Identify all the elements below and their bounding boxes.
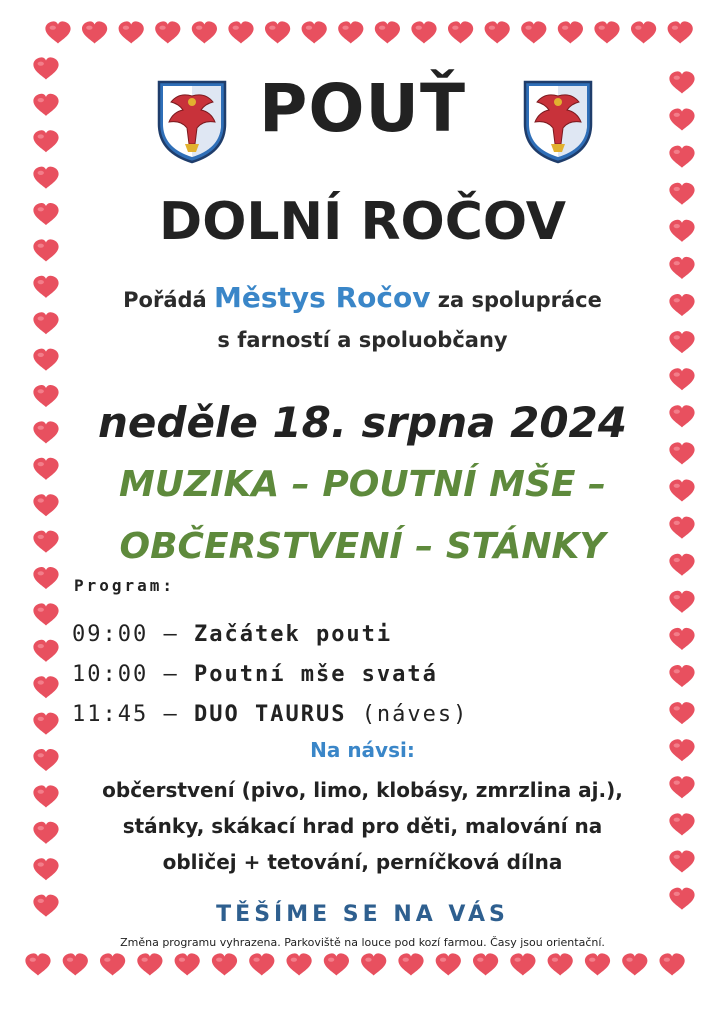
heart-icon [411, 21, 436, 43]
heart-icon [33, 640, 58, 662]
heart-icon [669, 146, 694, 168]
heart-icon [669, 368, 694, 390]
heart-icon [669, 294, 694, 316]
organizer-prefix: Pořádá [123, 288, 207, 312]
heart-icon [45, 21, 70, 43]
heart-icon [521, 21, 546, 43]
heart-icon [398, 953, 423, 975]
program-note: (náves) [361, 702, 469, 727]
program-event: Poutní mše svatá [193, 662, 438, 687]
heart-icon [669, 591, 694, 613]
heart-icon [302, 21, 327, 43]
heart-icon [33, 858, 58, 880]
program-time: 10:00 [72, 662, 149, 687]
organizer-name: Městys Ročov [214, 281, 431, 314]
heart-icon [448, 21, 473, 43]
heart-icon [175, 953, 200, 975]
heart-icon [585, 953, 610, 975]
heart-icon [473, 953, 498, 975]
heart-icon [33, 312, 58, 334]
heart-icon [436, 953, 461, 975]
heart-icon [669, 628, 694, 650]
highlights-line-2: OBČERSTVENÍ – STÁNKY [119, 526, 606, 567]
highlights-line-1: MUZIKA – POUTNÍ MŠE – [118, 464, 607, 505]
poster-title: POUŤ [258, 70, 467, 147]
heart-icon [212, 953, 237, 975]
heart-icon [155, 21, 180, 43]
heart-icon [33, 785, 58, 807]
square-line: obličej + tetování, perníčková dílna [162, 850, 563, 874]
heart-icon [669, 702, 694, 724]
program-time: 11:45 [72, 702, 149, 727]
poster-location: DOLNÍ ROČOV [159, 192, 566, 252]
program-dash: – [163, 662, 179, 687]
heart-icon [548, 953, 573, 975]
heart-icon [287, 953, 312, 975]
heart-icon [669, 813, 694, 835]
heart-icon [25, 953, 50, 975]
event-date: neděle 18. srpna 2024 [98, 398, 627, 447]
heart-icon [33, 349, 58, 371]
heart-icon [265, 21, 290, 43]
heart-icon [63, 953, 88, 975]
heart-icon [669, 331, 694, 353]
heart-icon [137, 953, 162, 975]
program-event: Začátek pouti [193, 622, 393, 647]
square-description [60, 772, 665, 880]
heart-icon [631, 21, 656, 43]
program-item [72, 662, 672, 687]
program-dash: – [163, 622, 179, 647]
heart-icon [594, 21, 619, 43]
heart-icon [33, 676, 58, 698]
heart-icon [558, 21, 583, 43]
heart-icon [33, 713, 58, 735]
heart-icon [375, 21, 400, 43]
heart-icon [510, 953, 535, 975]
square-line: stánky, skákací hrad pro děti, malování na [122, 814, 603, 838]
heart-icon [361, 953, 386, 975]
heart-icon [119, 21, 144, 43]
closing-text: TĚŠÍME SE NA VÁS [216, 902, 509, 927]
heart-icon [622, 953, 647, 975]
heart-icon [669, 257, 694, 279]
heart-icon [33, 822, 58, 844]
heart-icon [100, 953, 125, 975]
footnote: Změna programu vyhrazena. Parkoviště na louce pod kozí farmou. Časy jsou orientační. [120, 936, 605, 949]
program-item [72, 622, 672, 647]
heart-icon [249, 953, 274, 975]
heart-icon [33, 167, 58, 189]
program-event: DUO TAURUS [193, 702, 347, 727]
heart-icon [228, 21, 253, 43]
heart-icon [82, 21, 107, 43]
program-time: 09:00 [72, 622, 149, 647]
program-dash: – [163, 702, 179, 727]
heart-icon [669, 851, 694, 873]
heart-icon [338, 21, 363, 43]
heart-icon [33, 603, 58, 625]
program-label: Program: [74, 576, 176, 595]
heart-icon [485, 21, 510, 43]
organizer-suffix: za spolupráce [437, 288, 602, 312]
heart-icon [33, 276, 58, 298]
organizer-partners: s farností a spoluobčany [217, 328, 508, 352]
square-heading: Na návsi: [310, 738, 415, 762]
heart-icon [668, 21, 693, 43]
heart-icon [324, 953, 349, 975]
program-item [72, 702, 672, 727]
heart-icon [669, 665, 694, 687]
heart-icon [33, 567, 58, 589]
square-line: občerstvení (pivo, limo, klobásy, zmrzlina aj.), [102, 778, 623, 802]
heart-icon [660, 953, 685, 975]
heart-icon [669, 776, 694, 798]
organizer-text [60, 281, 665, 354]
heart-icon [192, 21, 217, 43]
